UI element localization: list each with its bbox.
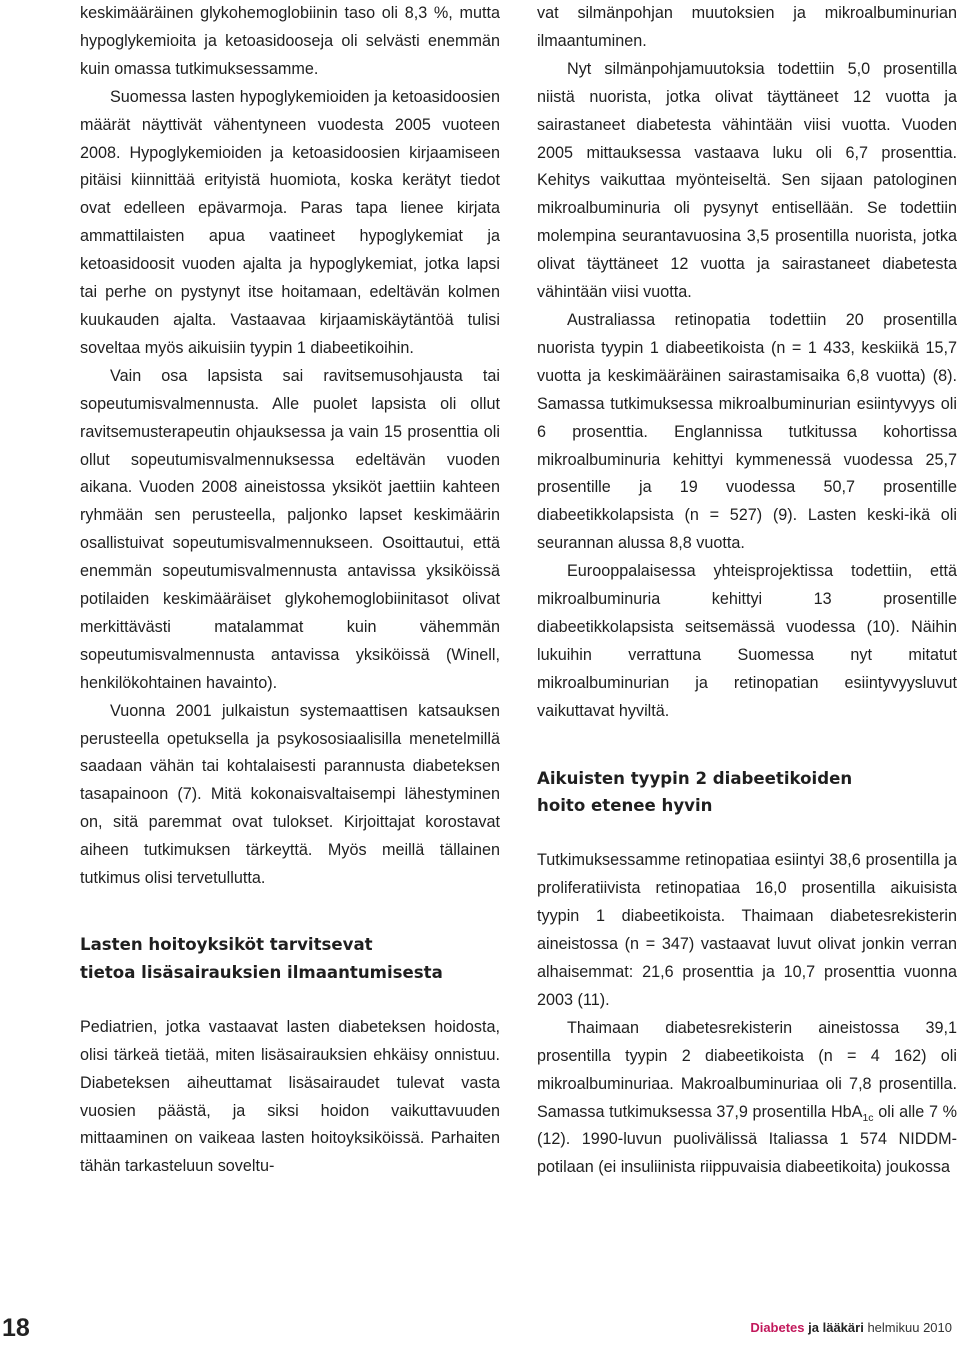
paragraph: Suomessa lasten hypoglykemioiden ja ketoasidoosien määrät näyttivät vähentyneen vuodesta 2005 vuoteen 2008. Hypoglykemioiden ja ketoasidoosien kirjaamiseen pitäisi kiinnittää erityistä huomiota, koska kerätyt tiedot ovat edelleen epävarmoja. Paras tapa lienee kirjata ammattilaisten apua vaatineet hypoglykemiat ja ketoasidoosit vuoden ajalta ja hypoglykemiat, jotka lapsi tai perhe on pystynyt itse hoitamaan, edeltävän kolmen kuukauden ajalta. Vastaavaa kirjaamiskäytäntöä tulisi soveltaa myös aikuisiin tyypin 1 diabeetikoihin.: [80, 87, 500, 357]
heading-line: Lasten hoitoyksiköt tarvitsevat: [80, 935, 373, 954]
journal-name-part2: ja lääkäri: [808, 1320, 864, 1335]
subscript: 1c: [862, 1111, 874, 1124]
paragraph: Eurooppalaisessa yhteisprojektissa todettiin, että mikroalbuminuria kehittyi 13 prosentille diabeetikkolapsista seitsemässä vuodessa (10). Näihin lukuihin verrattuna Suomessa nyt mitatut mikroalbuminurian ja retinopatian esiintyvyysluvut vaikuttavat hyviltä.: [537, 562, 957, 720]
paragraph: vat silmänpohjan muutoksien ja mikroalbuminurian ilmaantuminen.: [537, 4, 957, 50]
page-footer: [0, 1313, 960, 1343]
issue-date: helmikuu 2010: [867, 1320, 952, 1335]
paragraph: Nyt silmänpohjamuutoksia todettiin 5,0 prosentilla niistä nuorista, jotka olivat täyttäneet 12 vuotta ja sairastaneet diabetesta vähintään viisi vuotta. Vuoden 2005 mittauksessa vastaava luku oli 6,7 prosenttia. Kehitys vaikuttaa myönteiseltä. Sen sijaan patologinen mikroalbuminuria oli pysynyt entisellään. Se todettiin molempina seurantavuosina 3,5 prosentilla nuorista, jotka olivat täyttäneet 12 vuotta ja sairastaneet diabetesta vähintään viisi vuotta.: [537, 59, 957, 302]
paragraph-text: Thaimaan diabetesrekisterin aineistossa 39,1 prosentilla tyypin 2 diabeetikoista (n = 4 162) oli mikroalbuminuriaa. Makroalbuminuriaa oli 7,8 prosentilla. Samassa tutkimuksessa 37,9 prosentilla HbA: [537, 1018, 957, 1121]
section-heading: [537, 765, 957, 821]
paragraph: keskimääräinen glykohemoglobiinin taso oli 8,3 %, mutta hypoglykemioita ja ketoasidooseja oli selvästi enemmän kuin omassa tutkimuksessamme.: [80, 4, 500, 78]
publication-credit: [750, 1319, 952, 1337]
right-column: [537, 0, 957, 1182]
page-number: 18: [2, 1314, 30, 1342]
left-column: [80, 0, 500, 1181]
heading-line: Aikuisten tyypin 2 diabeetikoiden: [537, 768, 853, 788]
paragraph: Tutkimuksessamme retinopatiaa esiintyi 38,6 prosentilla ja proliferatiivista retinopatiaa 16,0 prosentilla aikuisista tyypin 1 diabeetikoista. Thaimaan diabetesrekisterin aineistossa (n = 347) vastaavat luvut olivat jonkin verran alhaisemmat: 21,6 prosenttia ja 10,7 prosenttia vuonna 2003 (11).: [537, 851, 957, 1009]
paragraph: Pediatrien, jotka vastaavat lasten diabeteksen hoidosta, olisi tärkeä tietää, miten lisäsairauksien ehkäisy onnistuu. Diabeteksen aiheuttamat lisäsairaudet tulevat vasta vuosien päästä, ja siksi hoidon vaikuttavuuden mittaaminen on vaikeaa lasten hoitoyksiköissä. Parhaiten tähän tarkasteluun soveltu-: [80, 1017, 500, 1176]
journal-name-part1: Diabetes: [750, 1320, 805, 1335]
paragraph: [537, 1015, 957, 1182]
heading-line: hoito etenee hyvin: [537, 796, 713, 816]
paragraph: Australiassa retinopatia todettiin 20 prosentilla nuorista tyypin 1 diabeetikoista (n = 1 433, keskiikä 15,7 vuotta ja keskimääräinen sairastamisaika 6,8 vuotta) (8). Samassa tutkimuksessa mikroalbuminurian esiintyvyys oli 6 prosenttia. Englannissa tutkitussa kohortissa mikroalbuminuria kehittyi kymmenessä vuodessa 25,7 prosentille ja 19 vuodessa 50,7 prosentille diabeetikkolapsista (n = 527) (9). Lasten keski-ikä oli seurannan alussa 8,8 vuotta.: [537, 310, 957, 553]
paragraph-text: oli alle 7 % (12). 1990-luvun puolivälissä Italiassa 1 574 NIDDM-potilaan (ei insuliinista riippuvaisia diabeetikoita) joukossa: [537, 1102, 957, 1177]
section-heading: [80, 931, 500, 987]
paragraph: Vain osa lapsista sai ravitsemusohjausta tai sopeutumisvalmennusta. Alle puolet lapsista oli ollut ravitsemusterapeutin ohjauksessa ja vain 15 prosenttia oli ollut sopeutumisvalmennuksessa edeltävän vuoden aikana. Vuoden 2008 aineistossa yksiköt jaettiin kahteen ryhmään sen perusteella, paljonko lapset keskimäärin osallistuivat sopeutumisvalmennukseen. Osoittautui, että enemmän sopeutumisvalmennusta antavissa yksiköissä potilaiden keskimääräiset glykohemoglobiinitasot olivat merkittävästi matalammat kuin vähemmän sopeutumisvalmennusta antavissa yksiköissä (Winell, henkilökohtainen havainto).: [80, 366, 500, 692]
paragraph: Vuonna 2001 julkaistun systemaattisen katsauksen perusteella opetuksella ja psykososiaalisilla menetelmillä saadaan vähän tai kohtalaisesti parannusta diabeteksen tasapainoon (7). Mitä kokonaisvaltaisempi lähestyminen on, sitä paremmat ovat tulokset. Kirjoittajat korostavat aiheen tutkimuksen tärkeyttä. Myös meillä tällainen tutkimus olisi tervetullutta.: [80, 701, 500, 888]
heading-line: tietoa lisäsairauksien ilmaantumisesta: [80, 962, 443, 982]
